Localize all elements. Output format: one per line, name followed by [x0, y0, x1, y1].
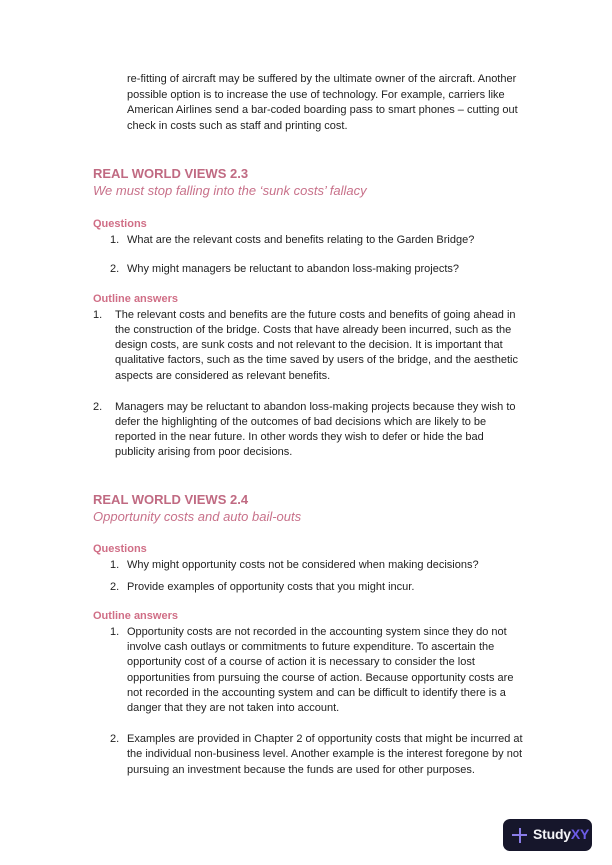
- answer-text: The relevant costs and benefits are the future costs and benefits of going ahead in the construction of the bridge. Costs that have already been incurred, such as the design costs, are sunk costs and not relevant to the decision. It is important that qualitative factors, such as the time saved by users of the bridge, and the aesthetic aspects are considered as relevant benefits.: [115, 308, 518, 382]
- section-subtitle: We must stop falling into the ‘sunk costs’ fallacy: [93, 183, 367, 199]
- question-text: Provide examples of opportunity costs that you might incur.: [127, 580, 415, 593]
- answer-number: 1.: [110, 626, 120, 639]
- section-heading: REAL WORLD VIEWS 2.3: [93, 166, 249, 182]
- section-subtitle: Opportunity costs and auto bail-outs: [93, 508, 302, 524]
- question-item: [110, 558, 523, 573]
- section-heading: REAL WORLD VIEWS 2.4: [93, 491, 249, 507]
- logo-xy-text: XY: [570, 826, 590, 843]
- outline-answers-label: Outline answers: [93, 292, 178, 305]
- section-real-world-views-2-3: [93, 165, 523, 460]
- section-real-world-views-2-4: [93, 491, 523, 778]
- question-item: [110, 233, 523, 248]
- answer-text: Opportunity costs are not recorded in the accounting system since they do not involve cash outlays or commitments to future expenditure. To ascertain the opportunity cost of a course of action it is necessary to consider the lost opportunities from pursuing the course of action. Because opportunity costs are not recorded in the accounting system and can be difficult to identify there is a danger that they are not taken into account.: [127, 626, 514, 715]
- questions-list: [93, 558, 523, 595]
- answers-list: [93, 308, 523, 461]
- question-text: What are the relevant costs and benefits relating to the Garden Bridge?: [127, 234, 475, 247]
- logo-study-text: Study: [533, 826, 571, 843]
- questions-list: [93, 233, 523, 276]
- question-item: [110, 580, 523, 595]
- questions-label: Questions: [93, 542, 147, 555]
- questions-label: Questions: [93, 218, 147, 231]
- studyxy-logo-text: [533, 827, 589, 842]
- answer-item: [110, 732, 523, 778]
- answers-list: [93, 625, 523, 778]
- question-number: 1.: [110, 234, 120, 247]
- answer-number: 1.: [93, 308, 103, 321]
- studyxy-logo-badge: [503, 819, 592, 851]
- answer-number: 2.: [110, 733, 120, 746]
- question-text: Why might opportunity costs not be considered when making decisions?: [127, 558, 479, 571]
- answer-text: Managers may be reluctant to abandon loss-making projects because they wish to defer the highlighting of the outcomes of bad decisions which are likely to be reported in the near future. In other words they wish to defer or hide the bad publicity arising from poor decisions.: [115, 400, 516, 459]
- question-text: Why might managers be reluctant to abandon loss-making projects?: [127, 262, 460, 275]
- question-number: 2.: [110, 262, 120, 275]
- question-item: [110, 262, 523, 277]
- answer-number: 2.: [93, 400, 103, 413]
- answer-item: [93, 308, 523, 384]
- answer-item: [93, 400, 523, 461]
- intro-paragraph: re-fitting of aircraft may be suffered by the ultimate owner of the aircraft. Another possible option is to increase the use of technology. For example, carriers like American Airlines send a bar-coded boarding pass to smart phones – cutting out check in costs such as staff and printing cost.: [127, 73, 518, 132]
- question-number: 2.: [110, 580, 120, 593]
- question-number: 1.: [110, 558, 120, 571]
- outline-answers-label: Outline answers: [93, 610, 178, 623]
- answer-item: [110, 625, 523, 716]
- plus-icon: [512, 828, 527, 843]
- answer-text: Examples are provided in Chapter 2 of opportunity costs that might be incurred at the individual non-business level. Another example is the interest foregone by not pursuing an investment because the funds are used for other purposes.: [127, 733, 523, 776]
